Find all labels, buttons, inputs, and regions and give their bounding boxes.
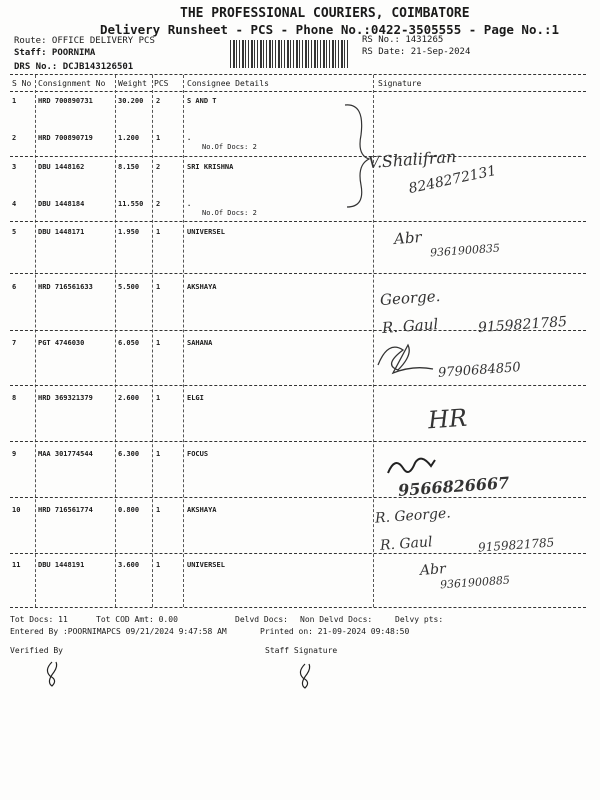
row-pcs: 1: [156, 228, 161, 236]
phone-row-5: 9361900835: [429, 241, 501, 260]
row-sno: 7: [12, 339, 17, 347]
phone-rows-3-4: 8248272131: [407, 162, 498, 198]
row-consignee: SRI KRISHNA: [187, 163, 234, 171]
row-weight: 6.050: [118, 339, 140, 347]
staff-signature-label: Staff Signature: [265, 646, 338, 655]
row-docs-count: No.Of Docs: 2: [202, 209, 257, 217]
barcode-image: [230, 40, 350, 68]
row-consignment: HRD 716561774: [38, 506, 93, 514]
phone-row-10: 9159821785: [477, 535, 555, 555]
runsheet-title: Delivery Runsheet - PCS - Phone No.:0422-3505555 - Page No.:1: [100, 22, 560, 37]
row-weight: 1.200: [118, 134, 140, 142]
row-consignee: S AND T: [187, 97, 217, 105]
row-sno: 4: [12, 200, 17, 208]
row-docs-count: No.Of Docs: 2: [202, 143, 257, 151]
company-title: THE PROFESSIONAL COURIERS, COIMBATORE: [180, 6, 470, 21]
row-weight: 2.600: [118, 394, 140, 402]
phone-row-7: 9790684850: [437, 360, 522, 381]
row-consignment: DBU 1448162: [38, 163, 85, 171]
row-sno: 2: [12, 134, 17, 142]
signature-row-8: HR: [427, 403, 468, 435]
row-consignment: DBU 1448171: [38, 228, 85, 236]
signature-row-11: Abr: [419, 561, 447, 579]
row-consignee: UNIVERSEL: [187, 228, 225, 236]
col-weight-header: Weight: [118, 79, 147, 88]
table-bottom-divider: [10, 607, 586, 608]
row-sno: 5: [12, 228, 17, 236]
row-sno: 9: [12, 450, 17, 458]
row-consignment: HRD 716561633: [38, 283, 93, 291]
row-consignee: ELGI: [187, 394, 204, 402]
signature-row-10: R. George.: [374, 505, 452, 527]
row-weight: 8.150: [118, 163, 140, 171]
col-consignee-header: Consignee Details: [187, 79, 269, 88]
row-pcs: 2: [156, 200, 161, 208]
rs-number: RS No.: 1431265: [362, 35, 444, 45]
row-divider: [10, 221, 586, 222]
row-consignee: AKSHAYA: [187, 506, 217, 514]
row-pcs: 1: [156, 450, 161, 458]
verified-by-label: Verified By: [10, 646, 63, 655]
row-weight: 11.550: [118, 200, 144, 208]
non-delivered-docs: Non Delvd Docs:: [300, 615, 373, 624]
row-pcs: 2: [156, 97, 161, 105]
rs-date: RS Date: 21-Sep-2024: [362, 47, 471, 57]
row-consignment: HRD 700890731: [38, 97, 93, 105]
row-consignment: HRD 700890719: [38, 134, 93, 142]
delivered-docs: Delvd Docs:: [235, 615, 288, 624]
row-sno: 11: [12, 561, 21, 569]
row-weight: 3.600: [118, 561, 140, 569]
table-top-divider: [10, 74, 586, 75]
total-cod: Tot COD Amt: 0.00: [96, 615, 178, 624]
row-pcs: 2: [156, 163, 161, 171]
col-divider: [183, 75, 184, 607]
row-divider: [10, 441, 586, 442]
row-consignment: PGT 4746030: [38, 339, 85, 347]
col-signature-header: Signature: [378, 79, 422, 88]
row-pcs: 1: [156, 506, 161, 514]
signature-rows-3-4: V.Shalifran: [367, 146, 457, 173]
col-divider: [35, 75, 36, 607]
row-consignment: DBU 1448191: [38, 561, 85, 569]
signature-row-7-scribble: [373, 335, 443, 380]
printed-on: Printed on: 21-09-2024 09:48:50: [260, 627, 410, 636]
row-consignee: SAHANA: [187, 339, 213, 347]
phone-row-6: 9159821785: [477, 313, 568, 337]
row-weight: 5.500: [118, 283, 140, 291]
drs-number: DRS No.: DCJB143126501: [14, 62, 134, 72]
col-divider: [115, 75, 116, 607]
row-pcs: 1: [156, 283, 161, 291]
row-pcs: 1: [156, 394, 161, 402]
row-consignment: DBU 1448184: [38, 200, 85, 208]
row-pcs: 1: [156, 561, 161, 569]
verified-signature: [42, 660, 62, 688]
route-label: Route: OFFICE DELIVERY PCS: [14, 36, 155, 46]
phone-row-9: 9566826667: [397, 473, 510, 500]
staff-label: Staff: POORNIMA: [14, 48, 96, 58]
delivery-points: Delvy pts:: [395, 615, 444, 624]
row-consignee: FOCUS: [187, 450, 209, 458]
signature-row-10-name: R. Gaul: [379, 534, 433, 554]
row-divider: [10, 385, 586, 386]
row-divider: [10, 156, 586, 157]
row-weight: 30.200: [118, 97, 144, 105]
signature-row-5: Abr: [393, 228, 423, 248]
row-pcs: 1: [156, 134, 161, 142]
row-divider: [10, 273, 586, 274]
col-pcs-header: PCS: [154, 79, 169, 88]
total-docs: Tot Docs: 11: [10, 615, 68, 624]
row-divider: [10, 497, 586, 498]
entered-by: Entered By :POORNIMAPCS 09/21/2024 9:47:58 AM: [10, 627, 227, 636]
row-consignee: .: [187, 200, 192, 208]
row-sno: 10: [12, 506, 21, 514]
row-weight: 1.950: [118, 228, 140, 236]
row-pcs: 1: [156, 339, 161, 347]
row-consignment: HRD 369321379: [38, 394, 93, 402]
col-divider: [152, 75, 153, 607]
row-sno: 6: [12, 283, 17, 291]
signature-row-6: George.: [379, 286, 441, 310]
row-sno: 3: [12, 163, 17, 171]
row-weight: 6.300: [118, 450, 140, 458]
row-consignee: AKSHAYA: [187, 283, 217, 291]
row-consignee: .: [187, 134, 192, 142]
row-consignee: UNIVERSEL: [187, 561, 225, 569]
col-consignment-header: Consignment No: [38, 79, 106, 88]
staff-signature: [295, 662, 315, 690]
row-sno: 8: [12, 394, 17, 402]
signature-row-6-name: R. Gaul: [381, 315, 439, 337]
row-sno: 1: [12, 97, 17, 105]
row-weight: 0.800: [118, 506, 140, 514]
phone-row-11: 9361900885: [439, 573, 511, 592]
col-sno-header: S No: [12, 79, 32, 88]
header-bottom-divider: [10, 91, 586, 92]
row-consignment: MAA 301774544: [38, 450, 93, 458]
